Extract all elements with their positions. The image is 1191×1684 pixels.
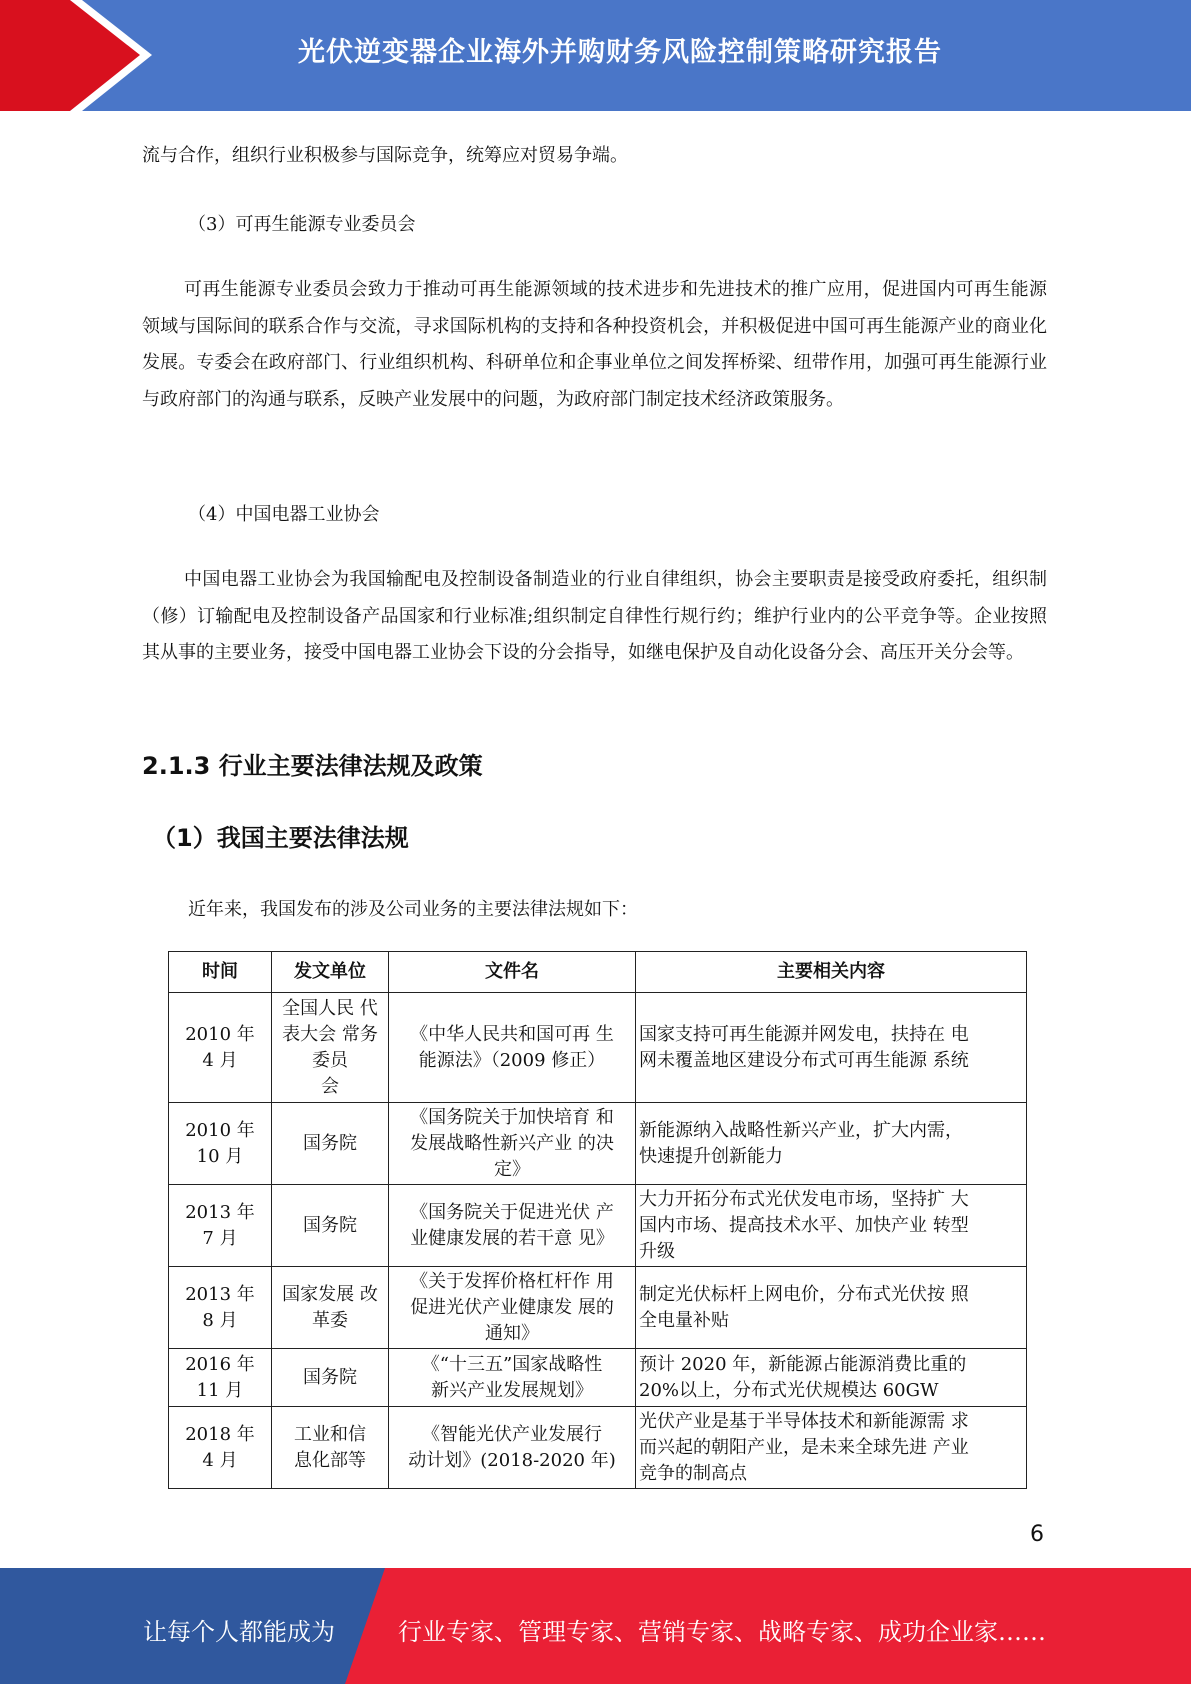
cell-content: 大力开拓分布式光伏发电市场，坚持扩 大 国内市场、提高技术水平、加快产业 转型 升级 (636, 1185, 1027, 1267)
table-row (169, 993, 1027, 1103)
header-document: 文件名 (389, 952, 636, 993)
footer-slogan-left: 让每个人都能成为 (143, 1618, 335, 1646)
cell-document: 《国务院关于加快培育 和 发展战略性新兴产业 的决 定》 (389, 1103, 636, 1185)
cell-time: 2013 年 8 月 (169, 1267, 272, 1349)
header-arrow-decoration (0, 0, 160, 111)
cell-content: 预计 2020 年，新能源占能源消费比重的 20%以上，分布式光伏规模达 60GW (636, 1349, 1027, 1407)
regulations-table (168, 951, 1027, 1489)
table-row (169, 1103, 1027, 1185)
cell-time: 2010 年 4 月 (169, 993, 272, 1103)
cell-content: 制定光伏标杆上网电价，分布式光伏按 照 全电量补贴 (636, 1267, 1027, 1349)
cell-time: 2010 年 10 月 (169, 1103, 272, 1185)
cell-issuer: 全国人民 代 表大会 常务 委员 会 (272, 993, 389, 1103)
paragraph-renewable-committee: 可再生能源专业委员会致力于推动可再生能源领域的技术进步和先进技术的推广应用，促进国内可再生能源领域与国际间的联系合作与交流，寻求国际机构的支持和各种投资机会，并积极促进中国可再生能源产业的商业化发展。专委会在政府部门、行业组织机构、科研单位和企事业单位之间发挥桥梁、纽带作用，加强可再生能源行业与政府部门的沟通与联系，反映产业发展中的问题，为政府部门制定技术经济政策服务。 (142, 279, 1047, 410)
header-time: 时间 (169, 952, 272, 993)
cell-content: 光伏产业是基于半导体技术和新能源需 求 而兴起的朝阳产业，是未来全球先进 产业 竞争的制高点 (636, 1407, 1027, 1489)
cell-document: 《关于发挥价格杠杆作 用 促进光伏产业健康发 展的 通知》 (389, 1267, 636, 1349)
cell-issuer: 工业和信 息化部等 (272, 1407, 389, 1489)
cell-time: 2018 年 4 月 (169, 1407, 272, 1489)
cell-issuer: 国家发展 改 革委 (272, 1267, 389, 1349)
cell-issuer: 国务院 (272, 1103, 389, 1185)
cell-document: 《中华人民共和国可再 生 能源法》（2009 修正） (389, 993, 636, 1103)
cell-content: 国家支持可再生能源并网发电，扶持在 电 网未覆盖地区建设分布式可再生能源 系统 (636, 993, 1027, 1103)
cell-time: 2013 年 7 月 (169, 1185, 272, 1267)
cell-document: 《智能光伏产业发展行 动计划》(2018-2020 年) (389, 1407, 636, 1489)
table-header-row (169, 952, 1027, 993)
table-row (169, 1349, 1027, 1407)
header-title: 光伏逆变器企业海外并购财务风险控制策略研究报告 (298, 37, 942, 68)
cell-time: 2016 年 11 月 (169, 1349, 272, 1407)
cell-issuer: 国务院 (272, 1349, 389, 1407)
header-issuer: 发文单位 (272, 952, 389, 993)
table-row (169, 1407, 1027, 1489)
subheading-renewable-committee: （3）可再生能源专业委员会 (188, 214, 416, 235)
page-header (0, 0, 1191, 111)
cell-issuer: 国务院 (272, 1185, 389, 1267)
cell-document: 《“十三五”国家战略性 新兴产业发展规划》 (389, 1349, 636, 1407)
subheading-electrical-association: （4）中国电器工业协会 (188, 504, 380, 525)
header-content: 主要相关内容 (636, 952, 1027, 993)
cell-document: 《国务院关于促进光伏 产 业健康发展的若干意 见》 (389, 1185, 636, 1267)
footer-slogan-right: 行业专家、管理专家、营销专家、战略专家、成功企业家…… (398, 1618, 1046, 1646)
table-intro: 近年来，我国发布的涉及公司业务的主要法律法规如下： (188, 899, 638, 920)
cell-content: 新能源纳入战略性新兴产业，扩大内需， 快速提升创新能力 (636, 1103, 1027, 1185)
paragraph-continuation: 流与合作，组织行业积极参与国际竞争，统筹应对贸易争端。 (142, 145, 628, 166)
section-heading: 2.1.3 行业主要法律法规及政策 (142, 752, 483, 780)
subsection-heading: （1）我国主要法律法规 (152, 824, 409, 852)
table-row (169, 1185, 1027, 1267)
page-number: 6 (1030, 1522, 1044, 1547)
paragraph-electrical-association: 中国电器工业协会为我国输配电及控制设备制造业的行业自律组织，协会主要职责是接受政府委托，组织制（修）订输配电及控制设备产品国家和行业标准;组织制定自律性行规行约；维护行业内的公平竞争等。企业按照其从事的主要业务，接受中国电器工业协会下设的分会指导，如继电保护及自动化设备分会、高压开关分会等。 (142, 569, 1047, 663)
table-row (169, 1267, 1027, 1349)
